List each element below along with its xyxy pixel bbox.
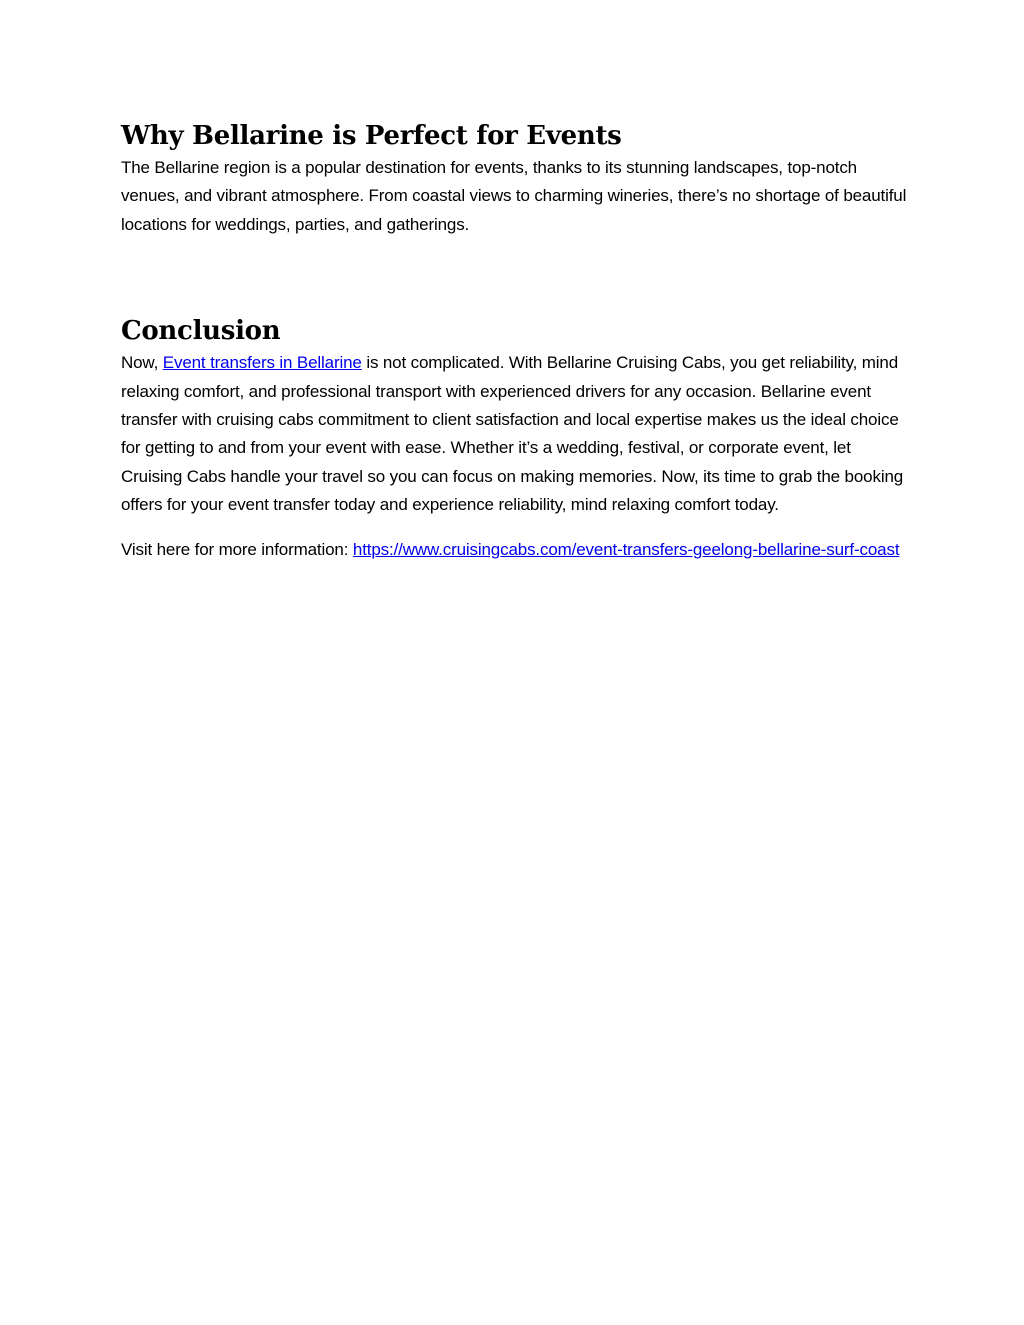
document-page bbox=[121, 118, 911, 564]
conclusion-suffix: is not complicated. With Bellarine Cruising Cabs, you get reliability, mind relaxing comfort, and professional transport with experienced drivers for any occasion. Bellarine event transfer with cruising cabs commitment to client satisfaction and local expertise makes us the ideal choice for getting to and from your event with ease. Whether it’s a wedding, festival, or corporate event, let Cruising Cabs handle your travel so you can focus on making memories. Now, its time to grab the booking offers for your event transfer today and experience reliability, mind relaxing comfort today. bbox=[121, 353, 904, 515]
visit-paragraph bbox=[121, 536, 911, 564]
visit-label: Visit here for more information: bbox=[121, 539, 353, 559]
conclusion-paragraph bbox=[121, 349, 911, 519]
section-why-bellarine bbox=[121, 118, 911, 239]
section-conclusion bbox=[121, 313, 911, 564]
conclusion-prefix: Now, bbox=[121, 353, 163, 373]
section-heading-conclusion: Conclusion bbox=[121, 316, 281, 347]
event-transfers-link[interactable]: Event transfers in Bellarine bbox=[162, 353, 362, 373]
cruisingcabs-url-link[interactable]: https://www.cruisingcabs.com/event-​transfers-​geelong-​bellarine-​surf-​coast bbox=[352, 539, 900, 559]
section-heading-why-bellarine: Why Bellarine is Perfect for Events bbox=[121, 121, 622, 151]
section-body-why-bellarine: The Bellarine region is a popular destination for events, thanks to its stunning landscapes, top-notch venues, and vibrant atmosphere. From coastal views to charming wineries, there’s no shortage of beautiful locations for weddings, parties, and gatherings. bbox=[121, 158, 907, 234]
